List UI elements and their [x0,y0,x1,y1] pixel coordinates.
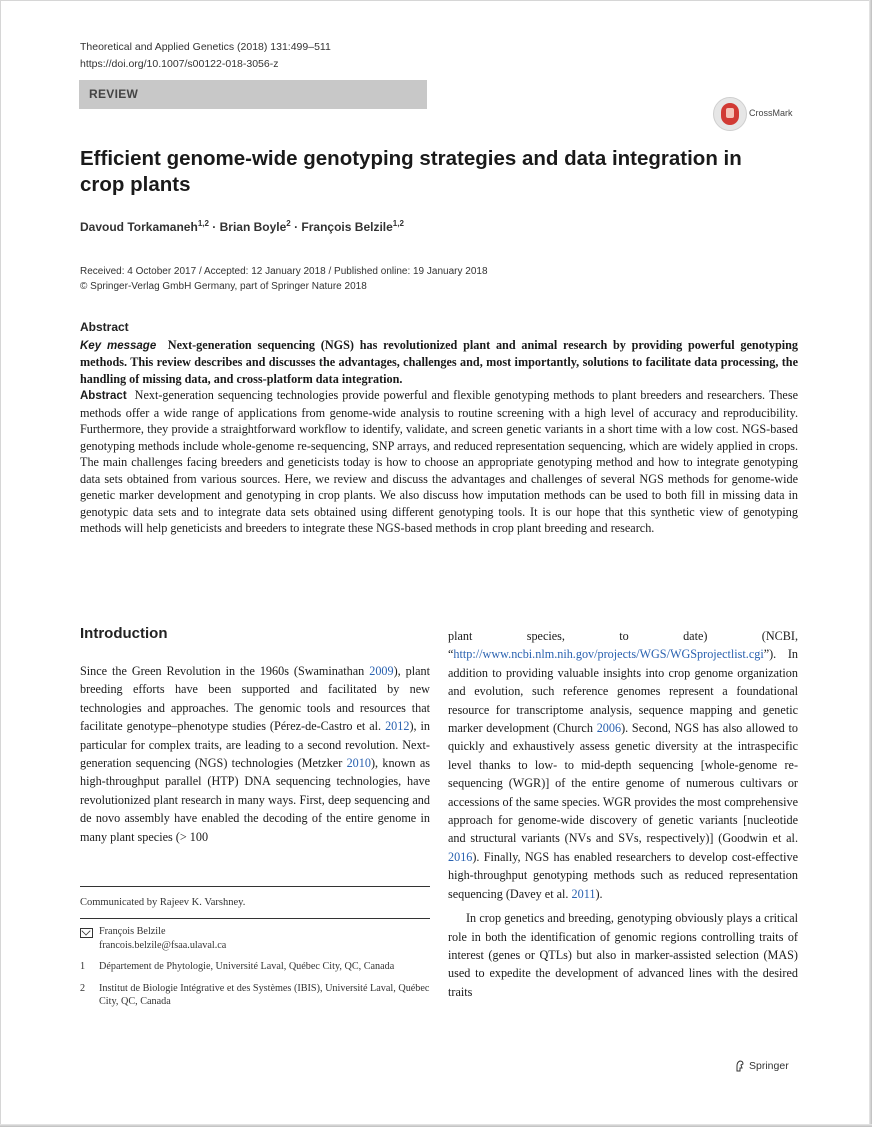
date-history: Received: 4 October 2017 / Accepted: 12 January 2018 / Published online: 19 January 2018 [80,266,488,277]
article-title: Efficient genome-wide genotyping strategies and data integration in crop plants [80,147,742,196]
affiliation-footnote [80,982,430,1009]
abstract-label: Abstract [80,390,127,402]
left-column [80,625,430,846]
publisher-name: Springer [749,1060,789,1072]
author-name: Davoud Torkamaneh [80,220,198,234]
ncbi-link[interactable]: http://www.ncbi.nlm.nih.gov/projects/WGS/WGSprojectlist.cgi [453,647,764,662]
communicated-by: Communicated by Rajeev K. Varshney. [80,897,246,908]
envelope-icon [80,928,93,938]
journal-header [80,39,331,73]
citation-link[interactable]: 2010 [346,756,371,771]
citation-link[interactable]: 2011 [571,886,596,901]
author-footnotes [80,925,430,1017]
right-column [448,627,798,1001]
affiliation-number: 2 [80,982,86,994]
copyright-line: © Springer-Verlag GmbH Germany, part of Springer Nature 2018 [80,281,367,292]
section-heading-introduction: Introduction [80,625,168,642]
publisher-logo [735,1060,789,1072]
author-affiliation: 1,2 [197,219,209,228]
springer-horse-icon [735,1060,745,1072]
author-affiliation: 1,2 [392,219,404,228]
contact-email[interactable]: francois.belzile@fsaa.ulaval.ca [99,939,227,951]
section-label: REVIEW [89,87,139,101]
crossmark-badge[interactable] [713,97,798,131]
key-message-text: Next-generation sequencing (NGS) has revolutionized plant and animal research by providing powerful genotyping methods. This review describes and discusses the advantages, challenges and, most importantly, solutions to facilitate data processing, the handling of missing data, and cross-platform data integration. [80,337,798,386]
intro-paragraph-2: In crop genetics and breeding, genotyping obviously plays a critical role in both the identification of genomic regions controlling traits of interest (genes or QTLs) but also in marker-assisted selection (MAS) used to expedite the development of advanced lines with the desired traits [448,911,798,999]
citation-link[interactable]: 2012 [385,719,410,734]
abstract-body [80,387,798,537]
author-list: Davoud Torkamaneh$^{1,2}$ · Brian Boyle$^2$ · François Belzile$^{1,2}$ [80,219,404,234]
abstract-heading: Abstract [80,320,129,334]
affiliation-text: Institut de Biologie Intégrative et des Systèmes (IBIS), Université Laval, Québec City, QC, Canada [99,982,430,1007]
footnote-divider [80,886,430,887]
key-message [80,337,798,388]
author-affiliation: 2 [286,219,291,228]
author-name: François Belzile [301,220,393,234]
abstract-section [80,319,798,537]
footnote-divider [80,918,430,919]
journal-citation: Theoretical and Applied Genetics (2018) 131:499–511 [80,41,331,53]
contact-name: François Belzile [99,926,166,937]
crossmark-icon [713,97,747,131]
affiliation-text: Département de Phytologie, Université Laval, Québec City, QC, Canada [99,961,395,972]
author-name: Brian Boyle [219,220,287,234]
intro-paragraph-1-continued: plant species, to date) (NCBI, “http://www.ncbi.nlm.nih.gov/projects/WGS/WGSprojectlist.cgi”). In addition to providing valuable insights into crop genome organization and evolution, such reference genomes represent a foundational resource for transcriptome analysis, sequence mapping and genetic marker development (Church 2006). Second, NGS has also allowed to quickly and exhaustively assess genetic diversity at the intraspecific level thanks to low- to mid-depth sequencing [whole-genome re-sequencing (WGR)] of the entire genome of numerous cultivars or accessions of the same species. WGR provides the most comprehensive approach for genome-wide discovery of genetic variants [nucleotide and structural variants (NVs and SVs, respectively)] (Goodwin et al. 2016). Finally, NGS has enabled researchers to develop cost-effective high-throughput genotyping methods such as reduced representation sequencing (Davey et al. 2011). [448,629,798,901]
doi-link[interactable]: https://doi.org/10.1007/s00122-018-3056-z [80,58,279,70]
crossmark-label: CrossMark [749,108,793,118]
citation-link[interactable]: 2016 [448,849,473,864]
affiliation-number: 1 [80,961,86,972]
key-message-label: Key message [80,339,157,352]
intro-paragraph-1: Since the Green Revolution in the 1960s (Swaminathan 2009), plant breeding efforts have been supported and facilitated by new technologies and approaches. The genomic tools and resources that facilitate genotype–phenotype studies (Pérez-de-Castro et al. 2012), in particular for complex traits, are leading to a second revolution. Next-generation sequencing (NGS) technologies (Metzker 2010), known as high-throughput parallel (HTP) DNA sequencing technologies, have revolutionized plant research in many ways. First, deep sequencing and de novo assembly have enabled the decoding of the entire genome in many plant species (> 100 [80,664,430,844]
abstract-text: Next-generation sequencing technologies provide powerful and flexible genotyping methods to plant breeders and researchers. These methods offer a wide range of applications from genome-wide analysis to routine screening with a high level of accuracy and reproducibility. Furthermore, they provide a straightforward workflow to identify, validate, and screen genetic variants in a short time with a low cost. NGS-based genotyping methods include whole-genome re-sequencing, SNP arrays, and reduced representation sequencing, which are widely applied in crops. The main challenges facing breeders and geneticists today is how to choose an appropriate genotyping method and how to integrate genotyping data sets obtained from various sources. Here, we review and discuss the advantages and challenges of several NGS methods for genome-wide genetic marker development and genotyping in crop plants. We also discuss how imputation methods can be used to both fill in missing data in genotypic data sets and to integrate data sets obtained using different genotyping tools. It is our hope that this synthetic view of genotyping methods will help geneticists and breeders to integrate these NGS-based methods in crop plant breeding and research. [80,388,798,535]
citation-link[interactable]: 2009 [369,664,394,678]
citation-link[interactable]: 2006 [596,721,622,736]
publication-dates [80,264,488,294]
section-banner [79,80,427,109]
affiliation-footnote [80,960,430,974]
contact-footnote [80,925,430,952]
